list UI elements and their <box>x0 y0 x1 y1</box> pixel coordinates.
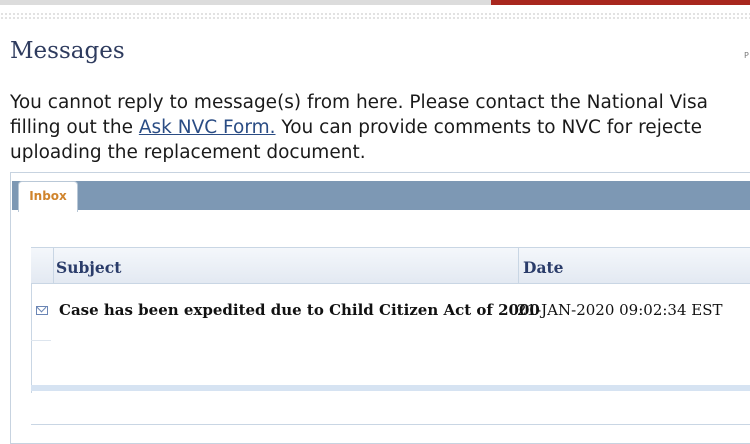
notice-line-3: uploading the replacement document. <box>10 142 366 163</box>
row-divider <box>31 340 51 341</box>
table-footer-bar <box>31 385 750 391</box>
header-icon-column <box>31 248 54 283</box>
envelope-icon <box>36 306 48 315</box>
page-title: Messages <box>10 38 125 64</box>
tab-inbox[interactable]: Inbox <box>18 181 78 212</box>
notice-line-2-after: You can provide comments to NVC for rejecte <box>275 117 703 138</box>
notice-line-2 <box>10 115 750 140</box>
ask-nvc-form-link[interactable]: Ask NVC Form. <box>138 117 276 138</box>
top-red-bar <box>491 0 750 5</box>
table-row[interactable] <box>31 296 750 326</box>
notice-line-2-before: filling out the <box>10 117 139 138</box>
tab-strip <box>12 181 750 210</box>
message-date: 21-JAN-2020 09:02:34 EST <box>517 301 723 319</box>
panel-bottom-line <box>31 424 750 425</box>
dotted-divider <box>0 12 750 20</box>
message-subject[interactable]: Case has been expedited due to Child Citizen Act of 2000 <box>59 301 540 319</box>
table-header <box>31 248 750 284</box>
top-gray-bar <box>0 0 491 5</box>
header-subject[interactable]: Subject <box>56 258 122 277</box>
notice-text <box>10 90 750 165</box>
corner-text: P <box>744 51 749 60</box>
header-date[interactable]: Date <box>523 258 564 277</box>
header-separator <box>518 248 519 283</box>
notice-line-1: You cannot reply to message(s) from here. Please contact the National Visa <box>10 92 709 113</box>
